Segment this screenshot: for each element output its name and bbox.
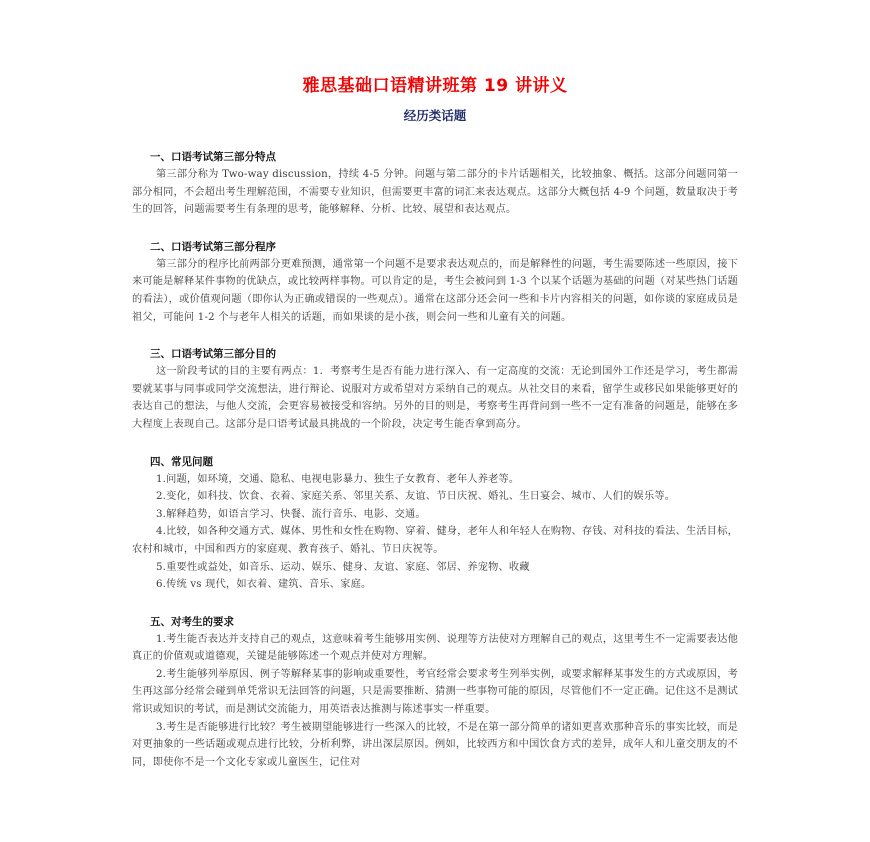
list-item: 5.重要性或益处，如音乐、运动、娱乐、健身、友谊、家庭、邻居、养宠物、收藏 bbox=[156, 561, 530, 573]
paragraph: 第三部分称为 Two-way discussion，持续 4-5 分钟。问题与第二部分的卡片话题相关，比较抽象、概括。这部分问题同第一部分相同，不会超出考生理解范围，不需要专业知识，但需要更丰富的词汇来表达观点。这部分大概包括 4-9 个问题，数量取决于考生的回答，问题需要考生有条理的思考，能够解释、分析、比较、展望和表达观点。 bbox=[132, 169, 738, 216]
section-heading: 二、口语考试第三部分程序 bbox=[150, 240, 276, 253]
list-item: 6.传统 vs 现代，如衣着、建筑、音乐、家庭。 bbox=[156, 579, 372, 591]
section-heading: 五、对考生的要求 bbox=[150, 615, 234, 628]
section-common-questions bbox=[132, 453, 738, 594]
list-item: 1.考生能否表达并支持自己的观点，这意味着考生能够用实例、说理等方法使对方理解自己的观点，这里考生不一定需要表达他真正的价值观或道德观，关键是能够陈述一个观点并使对方理解。 bbox=[132, 633, 738, 663]
document-title: 雅思基础口语精讲班第 19 讲讲义 bbox=[302, 76, 568, 96]
list-item: 2.变化，如科技、饮食、衣着、家庭关系、邻里关系、友谊、节日庆祝、婚礼、生日宴会、城市、人们的娱乐等。 bbox=[156, 491, 676, 503]
list-item: 1.问题，如环境，交通、隐私、电视电影暴力、独生子女教育、老年人养老等。 bbox=[156, 473, 520, 485]
list-item: 4.比较，如各种交通方式、媒体、男性和女性在购物、穿着、健身，老年人和年轻人在购物、存钱、对科技的看法、生活目标，农村和城市，中国和西方的家庭观、教育孩子、婚礼、节日庆祝等。 bbox=[132, 526, 738, 555]
section-procedure bbox=[132, 238, 738, 326]
list-item: 3.考生是否能够进行比较？考生被期望能够进行一些深入的比较，不是在第一部分简单的诸如更喜欢那种音乐的事实比较，而是对更抽象的一些话题或观点进行比较，分析利弊，讲出深层原因。例如，比较西方和中国饮食方式的差异，成年人和儿童交朋友的不同，即使你不是一个文化专家或儿童医生，记住对 bbox=[132, 721, 738, 768]
section-purpose bbox=[132, 345, 738, 433]
list-item: 2.考生能够列举原因、例子等解释某事的影响或重要性，考官经常会要求考生列举实例，或要求解释某事发生的方式或原因，考生再这部分经常会碰到单凭常识无法回答的问题，只是需要推断、猜测一些事物可能的原因，尽管他们不一定正确。记住这不是测试常识或知识的考试，而是测试交流能力，用英语表达推测与陈述事实一样重要。 bbox=[132, 668, 738, 716]
section-features bbox=[132, 148, 738, 219]
section-requirements bbox=[132, 613, 738, 772]
document-subtitle: 经历类话题 bbox=[403, 108, 467, 123]
section-heading: 一、口语考试第三部分特点 bbox=[150, 151, 276, 163]
paragraph: 这一阶段考试的目的主要有两点：1．考察考生是否有能力进行深入、有一定高度的交流：无论到国外工作还是学习，考生都需要就某事与同事或同学交流想法，进行辩论、说服对方或希望对方采纳自己的观点。从社交目的来看，留学生或移民如果能够更好的表达自己的想法，与他人交流，会更容易被接受和容纳。另外的目的则是，考察考生再背问到一些不一定有准备的问题是，能够在多大程度上表现自己。这部分是口语考试最具挑战的一个阶段，决定考生能否拿到高分。 bbox=[132, 366, 738, 430]
document-page bbox=[132, 72, 738, 790]
list-item: 3.解释趋势，如语言学习、快餐、流行音乐、电影、交通。 bbox=[156, 508, 426, 520]
paragraph: 第三部分的程序比前两部分更难预测，通常第一个问题不是要求表达观点的，而是解释性的问题，考生需要陈述一些原因，接下来可能是解释某件事物的优缺点，或比较两样事物。可以肯定的是，考生会被问到 1-3 个以某个话题为基础的问题（对某些热门话题的看法），或价值观问题（即你认为正确或错误的一些观点）。通常在这部分还会问一些和卡片内容相关的问题，如你谈的家庭成员是祖父，可能问 1-2 个与老年人相关的话题，而如果谈的是小孩，则会问一些和儿童有关的问题。 bbox=[132, 258, 738, 323]
section-heading: 三、口语考试第三部分目的 bbox=[150, 348, 276, 361]
section-heading: 四、常见问题 bbox=[150, 455, 213, 468]
